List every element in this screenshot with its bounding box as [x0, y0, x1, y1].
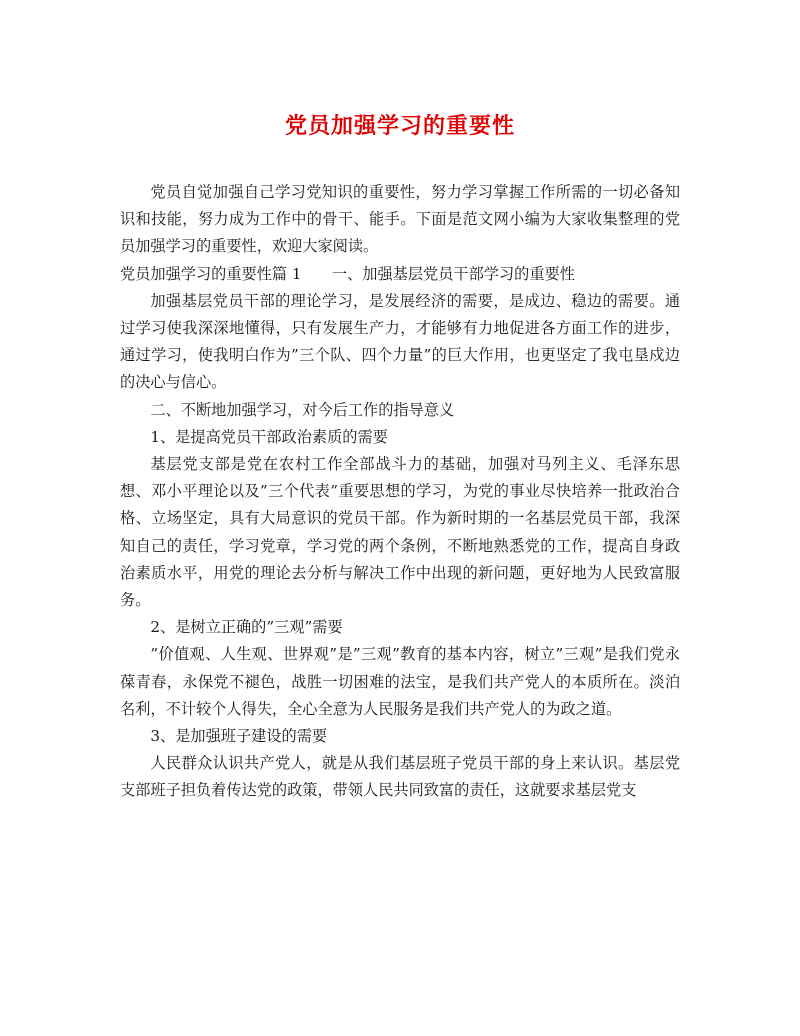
paragraph: 2、是树立正确的”三观”需要	[150, 618, 343, 637]
paragraph: 二、不断地加强学习，对今后工作的指导意义	[150, 400, 455, 419]
paragraph: 加强基层党员干部的理论学习，是发展经济的需要，是成边、稳边的需要。通过学习使我深深地懂得，只有发展生产力，才能够有力地促进各方面工作的进步，通过学习，使我明白作为”三个队、四个力量”的巨大作用，也更坚定了我屯垦戍边的决心与信心。	[120, 291, 680, 392]
paragraph: 党员自觉加强自己学习党知识的重要性，努力学习掌握工作所需的一切必备知识和技能，努力成为工作中的骨干、能手。下面是范文网小编为大家收集整理的党员加强学习的重要性，欢迎大家阅读。	[120, 183, 680, 256]
paragraph: 人民群众认识共产党人，就是从我们基层班子党员干部的身上来认识。基层党支部班子担负着传达党的政策，带领人民共同致富的责任，这就要求基层党支	[120, 754, 680, 800]
document-title: 党员加强学习的重要性	[284, 113, 515, 139]
paragraph: ”价值观、人生观、世界观”是”三观”教育的基本内容，树立”三观”是我们党永葆青春，永保党不褪色，战胜一切困难的法宝，是我们共产党人的本质所在。淡泊名利，不计较个人得失，全心全意为人民服务是我们共产党人的为政之道。	[120, 645, 680, 718]
paragraph: 基层党支部是党在农村工作全部战斗力的基础，加强对马列主义、毛泽东思想、邓小平理论以及”三个代表”重要思想的学习，为党的事业尽快培养一批政治合格、立场坚定，具有大局意识的党员干部。作为新时期的一名基层党员干部，我深知自己的责任，学习党章，学习党的两个条例，不断地熟悉党的工作，提高自身政治素质水平，用党的理论去分析与解决工作中出现的新问题，更好地为人民致富服务。	[120, 455, 680, 610]
paragraph: 党员加强学习的重要性篇 1 一、加强基层党员干部学习的重要性	[120, 264, 575, 283]
document-body	[120, 179, 680, 805]
paragraph: 1、是提高党员干部政治素质的需要	[150, 427, 388, 446]
paragraph: 3、是加强班子建设的需要	[150, 727, 328, 746]
